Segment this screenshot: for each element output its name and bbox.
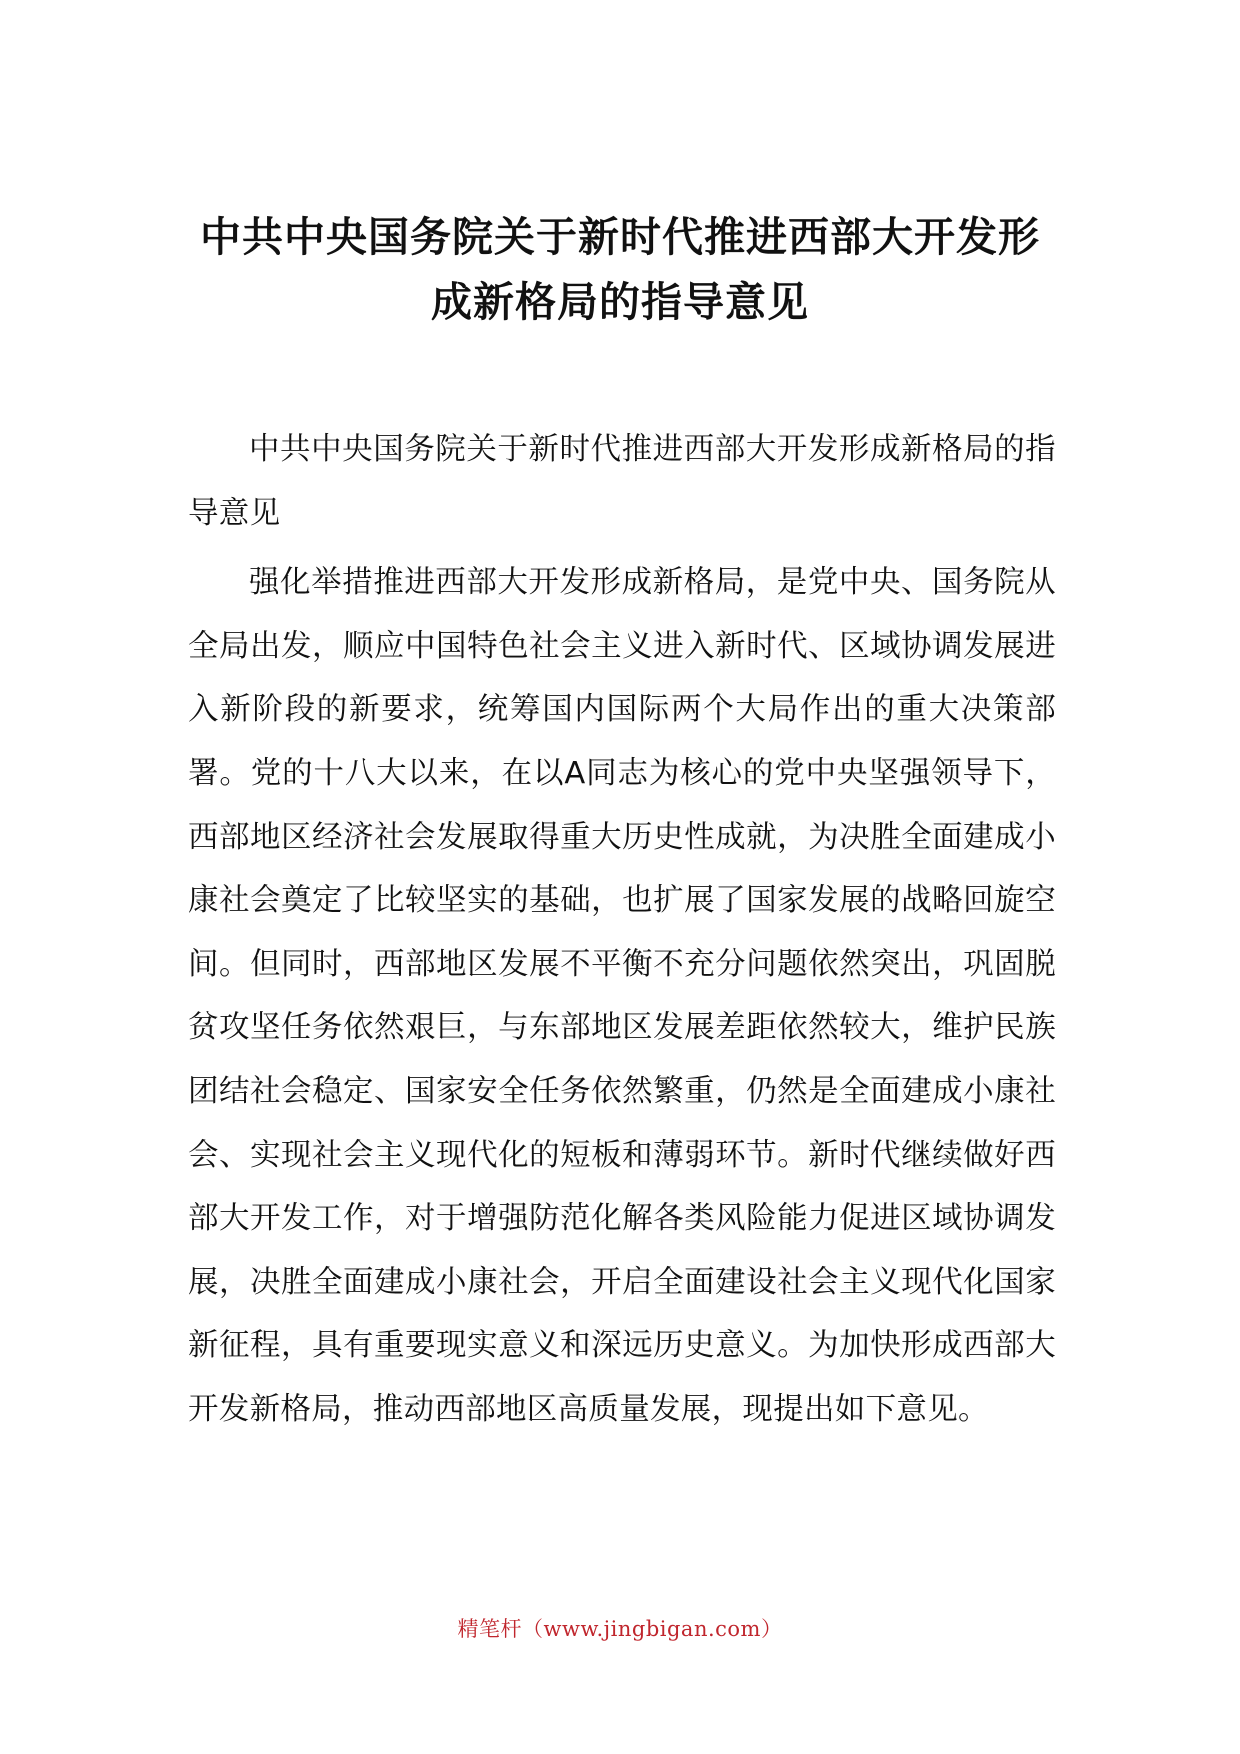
document-body [188, 418, 1056, 1442]
footer-watermark: 精笔杆（www.jingbigan.com） [457, 1617, 783, 1641]
body-paragraph: 强化举措推进西部大开发形成新格局，是党中央、国务院从全局出发，顺应中国特色社会主义进入新时代、区域协调发展进入新阶段的新要求，统筹国内国际两个大局作出的重大决策部署。党的十八大以来，在以A同志为核心的党中央坚强领导下，西部地区经济社会发展取得重大历史性成就，为决胜全面建成小康社会奠定了比较坚实的基础，也扩展了国家发展的战略回旋空间。但同时，西部地区发展不平衡不充分问题依然突出，巩固脱贫攻坚任务依然艰巨，与东部地区发展差距依然较大，维护民族团结社会稳定、国家安全任务依然繁重，仍然是全面建成小康社会、实现社会主义现代化的短板和薄弱环节。新时代继续做好西部大开发工作，对于增强防范化解各类风险能力促进区域协调发展，决胜全面建成小康社会，开启全面建设社会主义现代化国家新征程，具有重要现实意义和深远历史意义。为加快形成西部大开发新格局，推动西部地区高质量发展，现提出如下意见。 [188, 565, 1056, 1427]
document-title: 中共中央国务院关于新时代推进西部大开发形成新格局的指导意见 [200, 213, 1040, 326]
body-paragraph: 中共中央国务院关于新时代推进西部大开发形成新格局的指导意见 [188, 432, 1056, 531]
